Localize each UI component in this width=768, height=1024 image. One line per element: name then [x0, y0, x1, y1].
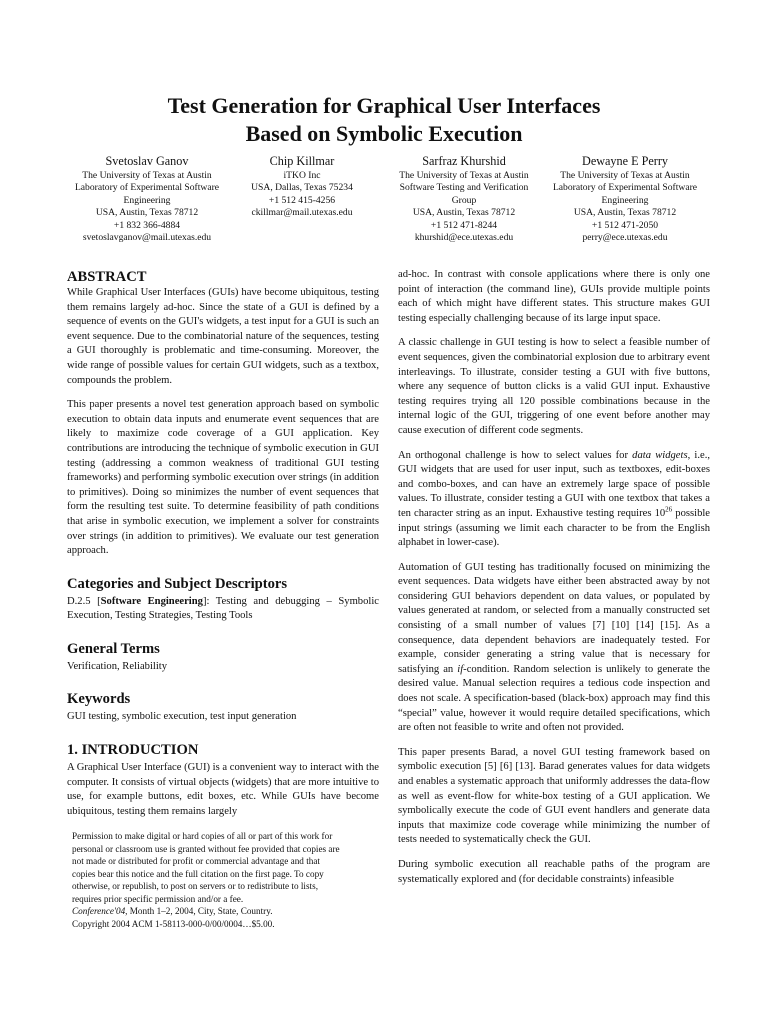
- author-email: perry@ece.utexas.edu: [582, 232, 668, 244]
- emphasis-data-widgets: data widgets: [632, 449, 688, 461]
- right-paragraph-4: [398, 561, 710, 736]
- keywords-heading: Keywords: [67, 691, 131, 708]
- categories-heading: Categories and Subject Descriptors: [67, 575, 288, 592]
- author-address: USA, Austin, Texas 78712: [412, 207, 516, 219]
- paper-title: [60, 92, 708, 148]
- author-affiliation: The University of Texas at Austin: [82, 170, 212, 181]
- author-affiliation: Group: [451, 194, 477, 206]
- author-phone: +1 512 471-2050: [591, 219, 659, 231]
- introduction-heading: 1. INTRODUCTION: [67, 742, 199, 759]
- author-affiliation: Laboratory of Experimental Software: [552, 182, 698, 194]
- abstract-heading: ABSTRACT: [67, 269, 147, 285]
- superscript-exponent: 26: [665, 505, 673, 514]
- title-line-2: Based on Symbolic Execution: [245, 121, 523, 146]
- text-run: Automation of GUI testing has traditionally focused on minimizing the event sequences. Data widgets have either been abstracted away by not considering GUI behaviors dependent on data values, or populated by values generated at random, or selected from a manually constructed set consisting of a small number of values [7] [10] [14] [15]. As a consequence, data dependent behaviors are inadequately tested. For example, consider generating a string value that is necessary for satisfying an: [398, 561, 710, 675]
- author-affiliation: Laboratory of Experimental Software: [74, 182, 220, 194]
- text-run: possible input strings (assuming we limit each character to be from the English alphabet in lower-case).: [398, 507, 711, 549]
- author-email: svetoslavganov@mail.utexas.edu: [82, 232, 212, 244]
- permission-line: personal or classroom use is granted without fee provided that copies are: [72, 843, 340, 854]
- permission-line: otherwise, or republish, to post on servers or to redistribute to lists,: [72, 881, 318, 891]
- author-3: [379, 154, 549, 244]
- text-run: An orthogonal challenge is how to select values for: [398, 449, 633, 461]
- abstract-paragraph-2: This paper presents a novel test generation approach based on symbolic execution to obtain data inputs and enumerate event sequences that are likely to maximize code coverage of a GUI application. Key contributions are introducing the technique of symbolic execution in GUI testing (addressing a common weakness of traditional GUI testing frameworks) and performing symbolic execution over strings (in addition to primitives). Doing so minimizes the number of event sequences that form the resulting test suite. To determine feasibility of path conditions that arise in symbolic execution, we implement a solver for constraints over strings (in addition to primitives). We evaluate our test generation approach.: [67, 399, 379, 557]
- conference-name: Conference'04: [72, 906, 126, 916]
- author-affiliation: The University of Texas at Austin: [399, 170, 529, 181]
- author-address: USA, Austin, Texas 78712: [95, 207, 199, 219]
- author-affiliation: iTKO Inc: [283, 170, 321, 181]
- categories-prefix: D.2.5 [: [67, 595, 101, 607]
- categories-rest: ]: Testing and debugging – Symbolic Execution, Testing Strategies, Testing Tools: [67, 595, 379, 622]
- author-name: Dewayne E Perry: [582, 154, 668, 168]
- author-affiliation: The University of Texas at Austin: [560, 170, 690, 181]
- right-paragraph-3: [398, 449, 710, 551]
- author-email: khurshid@ece.utexas.edu: [414, 232, 514, 244]
- conference-details: , Month 1–2, 2004, City, State, Country.: [125, 906, 273, 916]
- right-column: [398, 268, 710, 887]
- author-phone: +1 512 471-8244: [430, 219, 498, 231]
- right-paragraph-2: A classic challenge in GUI testing is how to select a feasible number of event sequences, given the combinatorial explosion due to arbitrary event interleavings. To illustrate, consider testing a GUI with five buttons, where any sequence of button clicks is a valid GUI input. Exhaustive testing requires trying all 120 possible combinations because in the internal logic of the GUI, triggering of one event before another may cause execution of different code segments.: [398, 337, 710, 436]
- author-address: USA, Austin, Texas 78712: [573, 207, 677, 219]
- author-block: [62, 154, 710, 246]
- conference-line: [72, 905, 372, 918]
- permission-line: not made or distributed for profit or commercial advantage and that: [72, 856, 320, 866]
- right-paragraph-6: During symbolic execution all reachable paths of the program are systematically explored and (for decidable constraints) infeasible: [398, 858, 710, 885]
- emphasis-if: if: [457, 663, 464, 675]
- text-run: -condition. Random selection is unlikely to generate the desired value. Manual selection requires a tedious code inspection and does not scale. A specification-based (black-box) approach may find this “special” value, however it would require detailed specifications, which are often not feasible to write and often not provided.: [398, 663, 711, 734]
- keywords-text: GUI testing, symbolic execution, test input generation: [67, 711, 297, 723]
- permission-line: Permission to make digital or hard copies of all or part of this work for: [72, 831, 333, 841]
- author-4: [540, 154, 710, 244]
- categories-bold: Software Engineering: [100, 595, 203, 607]
- abstract-paragraph-1: While Graphical User Interfaces (GUIs) have become ubiquitous, testing them remains largely ad-hoc. Since the state of a GUI is defined by a sequence of events on the GUI's widgets, a test input for a GUI is such an event sequence. Due to the combinatorial nature of the sequences, testing a GUI thoroughly is problematic and time-consuming. Moreover, the wide range of possible values for certain GUI widgets, such as a textbox, compounds the problem.: [67, 287, 379, 386]
- author-name: Chip Killmar: [269, 154, 335, 168]
- copyright-line: Copyright 2004 ACM 1-58113-000-0/00/0004…$5.00.: [72, 918, 275, 929]
- author-1: [62, 154, 232, 244]
- author-2: [217, 154, 387, 220]
- author-affiliation: Engineering: [601, 194, 649, 206]
- author-name: Sarfraz Khurshid: [422, 154, 506, 168]
- author-affiliation: Software Testing and Verification: [399, 182, 529, 194]
- categories-text: [67, 595, 379, 624]
- author-phone: +1 512 415-4256: [268, 194, 336, 206]
- permission-line: copies bear this notice and the full citation on the first page. To copy: [72, 868, 324, 879]
- permission-notice: [72, 830, 372, 930]
- author-phone: +1 832 366-4884: [113, 219, 181, 231]
- right-paragraph-1: ad-hoc. In contrast with console applications where there is only one point of interaction (the command line), GUIs provide multiple points each of which might have different states. This structure makes GUI testing especially challenging because of its large input space.: [398, 269, 710, 324]
- author-address: USA, Dallas, Texas 75234: [251, 182, 353, 194]
- general-terms-text: Verification, Reliability: [67, 660, 168, 672]
- text-run: , i.e., GUI widgets that are used for user input, such as textboxes, edit-boxes and combo-boxes, and can have an extremely large space of possible values. To illustrate, consider testing a GUI with one textbox that takes a ten character string as an input. Exhaustive testing requires 10: [398, 449, 710, 519]
- author-affiliation: Engineering: [123, 194, 171, 206]
- author-email: ckillmar@mail.utexas.edu: [251, 207, 353, 219]
- permission-line: requires prior specific permission and/or a fee.: [72, 893, 244, 904]
- right-paragraph-5: This paper presents Barad, a novel GUI testing framework based on symbolic execution [5] [6] [13]. Barad generates values for data widgets and enables a systematic approach that uniformly addresses the data-flow as well as event-flow for white-box testing of a GUI application. We symbolically execute the code of GUI event handlers and generate data inputs that maximize code coverage while minimizing the number of tests needed to systematically check the GUI.: [398, 746, 710, 846]
- introduction-paragraph-1: A Graphical User Interface (GUI) is a convenient way to interact with the computer. It consists of virtual objects (widgets) that are more intuitive to use, for example buttons, edit boxes, etc. While GUIs have become ubiquitous, testing them remains largely: [67, 762, 379, 817]
- title-line-1: Test Generation for Graphical User Interfaces: [167, 93, 601, 118]
- general-terms-heading: General Terms: [67, 640, 160, 657]
- author-name: Svetoslav Ganov: [105, 154, 189, 168]
- left-column: [67, 268, 379, 819]
